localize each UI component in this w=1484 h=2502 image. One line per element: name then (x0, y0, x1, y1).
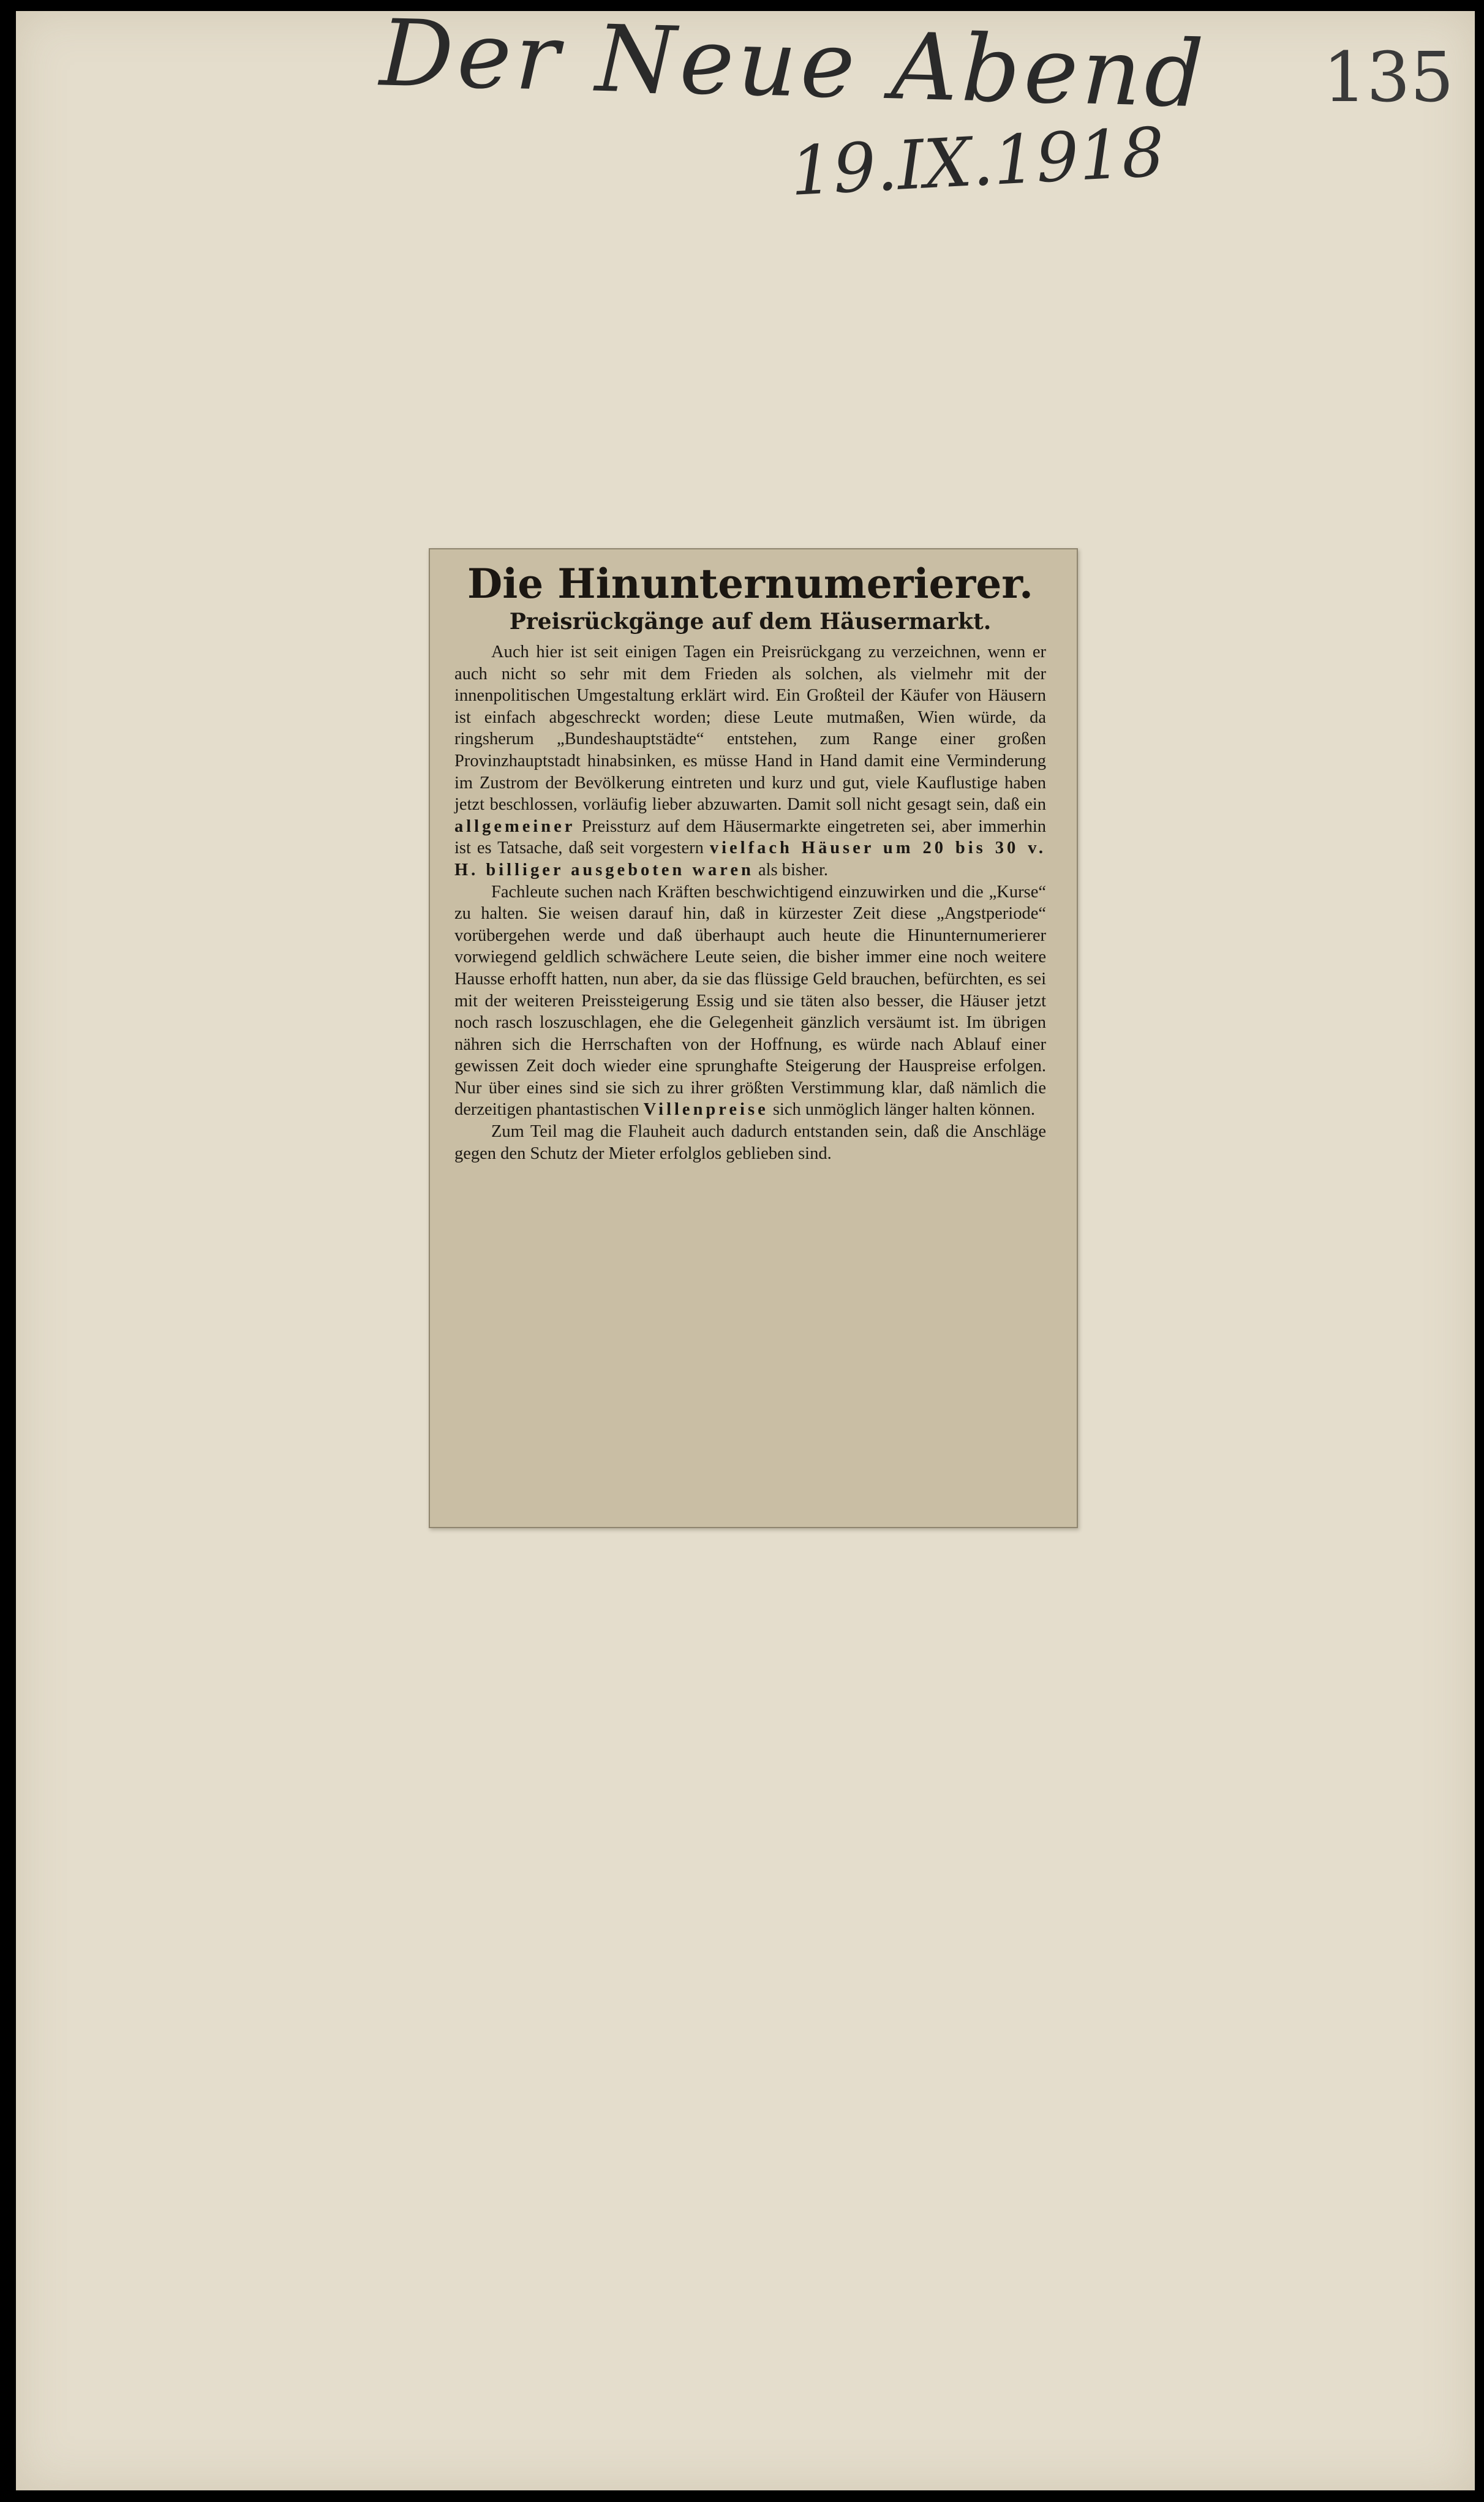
article-paragraph-3: Zum Teil mag die Flauheit auch dadurch entstanden sein, daß die Anschläge gegen den Schutz der Mieter erfolglos geblieben sind. (454, 1122, 1046, 1163)
paragraph-1-text-c: als bisher. (758, 860, 828, 880)
handwritten-folio-number: 135 (1323, 38, 1454, 118)
emphasis-price-drop: vielfach Häuser um 20 bis 30 v. H. billiger ausgeboten waren (454, 838, 1046, 880)
emphasis-villenpreise: Villenpreise (643, 1100, 769, 1120)
article-paragraph-1 (454, 641, 1046, 881)
handwritten-newspaper-name: Der Neue Abend (378, 0, 1209, 129)
newspaper-clipping (429, 548, 1078, 1528)
article-subhead: Preisrückgänge auf dem Häusermarkt. (509, 609, 992, 635)
paragraph-1-text-b: Preissturz auf dem Häusermarkte eingetreten sei, aber immerhin ist es Tatsache, daß seit vorgestern (454, 816, 1046, 858)
paragraph-2-end: sich unmöglich länger halten können. (772, 1100, 1036, 1120)
emphasis-allgemeiner: allgemeiner (454, 816, 576, 836)
article-paragraph-2 (454, 881, 1046, 1121)
handwritten-date: 19.IX.1918 (788, 113, 1167, 211)
paragraph-2-text: Fachleute suchen nach Kräften beschwichtigend einzuwirken und die „Kurse“ zu halten. Sie weisen darauf hin, daß in kürzester Zeit diese „Angstperiode“ vorübergehen werde und daß überhaupt auch heute die Hinunternumerierer vorwiegend geldlich schwächere Leute seien, die bisher immer eine noch weitere Hausse erhofft hatten, nun aber, da sie das flüssige Geld brauchen, befürchten, es sei mit der weiteren Preissteigerung Essig und sie täten also besser, die Häuser jetzt noch rasch loszuschlagen, ehe die Gelegenheit gänzlich versäumt ist. Im übrigen nähren sich die Herrschaften von der Hoffnung, es würde nach Ablauf einer gewissen Zeit doch wieder eine sprunghafte Steigerung der Hauspreise erfolgen. Nur über eines sind sie sich zu ihrer größten Verstimmung klar, daß nämlich die derzeitigen phantastischen (454, 882, 1046, 1120)
article-headline: Die Hinunternumerierer. (467, 560, 1033, 608)
paragraph-1-text-a: Auch hier ist seit einigen Tagen ein Preisrückgang zu verzeichnen, wenn er auch nicht so sehr mit dem Frieden als solchen, als vielmehr mit der innenpolitischen Umgestaltung erklärt wird. Ein Großteil der Käufer von Häusern ist einfach abgeschreckt worden; diese Leute mutmaßen, Wien würde, da ringsherum „Bundeshauptstädte“ entstehen, zum Range einer großen Provinzhauptstadt hinabsinken, es müsse Hand in Hand damit eine Verminderung im Zustrom der Bevölkerung eintreten und kurz und gut, viele Kauflustige haben jetzt beschlossen, vorläufig lieber abzuwarten. Damit soll nicht gesagt sein, daß ein (454, 642, 1046, 815)
